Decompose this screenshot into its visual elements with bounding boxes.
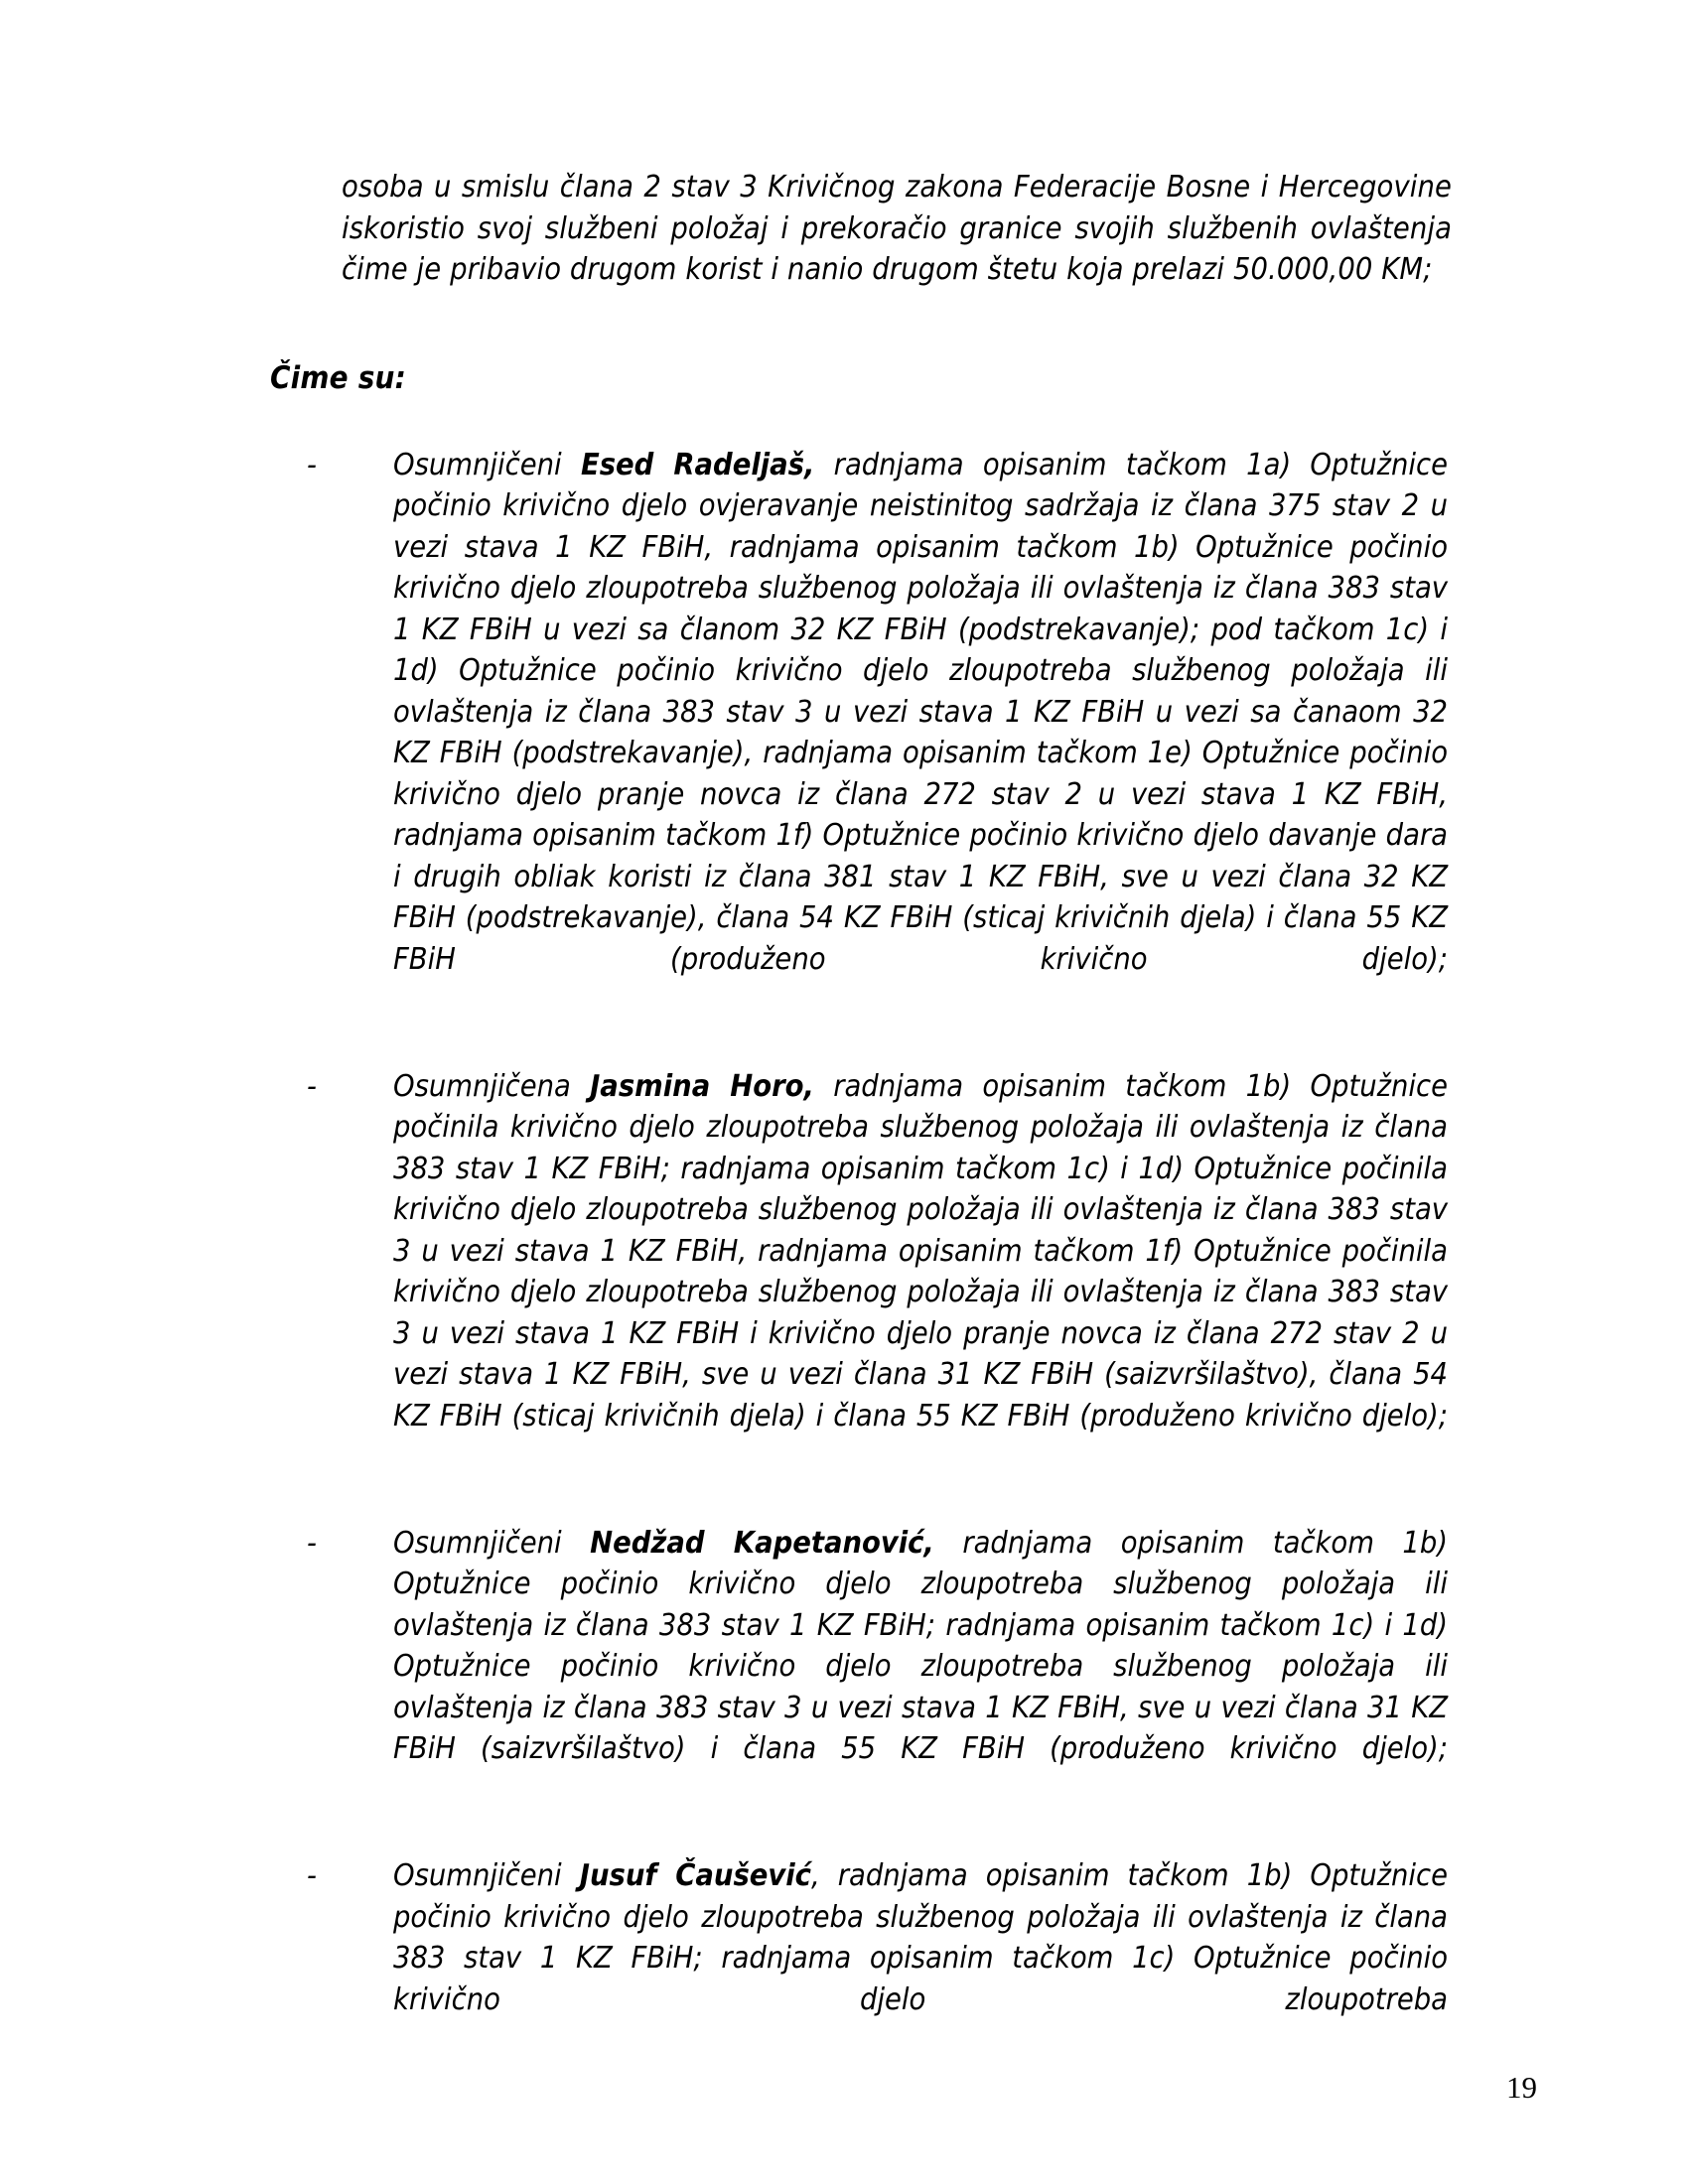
charge-body: radnjama opisanim tačkom 1b) Optužnice počinio krivično djelo zloupotreba službenog položaja ili ovlaštenja iz člana 383 stav 1 KZ FBiH; radnjama opisanim tačkom 1c) i 1d) Optužnice počinio krivično djelo zloupotreba službenog položaja ili ovlaštenja iz člana 383 stav 3 u vezi stava 1 KZ FBiH, sve u vezi člana 31 KZ FBiH (saizvršilaštvo) i člana 55 KZ FBiH (produženo krivično djelo); (393, 1525, 1448, 1766)
list-item (301, 1855, 1453, 2062)
list-item-text (393, 1855, 1448, 2062)
lead-paragraph: osoba u smislu člana 2 stav 3 Krivičnog zakona Federacije Bosne i Hercegovine iskoristio svoj službeni položaj i prekoračio granice svojih službenih ovlaštenja čime je pribavio drugom korist i nanio drugom štetu koja prelazi 50.000,00 KM; (342, 170, 1452, 287)
list-item-text (393, 1066, 1448, 1478)
section-heading: Čime su: (270, 359, 406, 396)
suspect-name: Jusuf Čaušević (579, 1858, 811, 1893)
charge-body: radnjama opisanim tačkom 1a) Optužnice počinio krivično djelo ovjeravanje neistinitog sadržaja iz člana 375 stav 2 u vezi stava 1 KZ FBiH, radnjama opisanim tačkom 1b) Optužnice počinio krivično djelo zloupotreba službenog položaja ili ovlaštenja iz člana 383 stav 1 KZ FBiH u vezi sa članom 32 KZ FBiH (podstrekavanje); pod tačkom 1c) i 1d) Optužnice počinio krivično djelo zloupotreba službenog položaja ili ovlaštenja iz člana 383 stav 3 u vezi stava 1 KZ FBiH u vezi sa čanaom 32 KZ FBiH (podstrekavanje), radnjama opisanim tačkom 1e) Optužnice počinio krivično djelo pranje novca iz člana 272 stav 2 u vezi stava 1 KZ FBiH, radnjama opisanim tačkom 1f) Optužnice počinio krivično djelo davanje dara i drugih obliak koristi iz člana 381 stav 1 KZ FBiH, sve u vezi člana 32 KZ FBiH (podstrekavanje), člana 54 KZ FBiH (sticaj krivičnih djela) i člana 55 KZ FBiH (produženo krivično djelo); (393, 447, 1448, 977)
suspect-name: Nedžad Kapetanović, (590, 1525, 934, 1561)
list-item-text (393, 1523, 1448, 1812)
bullet-marker: - (307, 1858, 317, 1893)
suspect-name: Esed Radeljaš, (580, 447, 815, 482)
suspect-prefix: Osumnjičeni (393, 1525, 591, 1561)
charge-body: radnjama opisanim tačkom 1b) Optužnice počinila krivično djelo zloupotreba službenog položaja ili ovlaštenja iz člana 383 stav 1 KZ FBiH; radnjama opisanim tačkom 1c) i 1d) Optužnice počinila krivično djelo zloupotreba službenog položaja ili ovlaštenja iz člana 383 stav 3 u vezi stava 1 KZ FBiH, radnjama opisanim tačkom 1f) Optužnice počinila krivično djelo zloupotreba službenog položaja ili ovlaštenja iz člana 383 stav 3 u vezi stava 1 KZ FBiH i krivično djelo pranje novca iz člana 272 stav 2 u vezi stava 1 KZ FBiH, sve u vezi člana 31 KZ FBiH (saizvršilaštvo), člana 54 KZ FBiH (sticaj krivičnih djela) i člana 55 KZ FBiH (produženo krivično djelo); (393, 1068, 1449, 1433)
charge-body: , radnjama opisanim tačkom 1b) Optužnice počinio krivično djelo zloupotreba službenog položaja ili ovlaštenja iz člana 383 stav 1 KZ FBiH; radnjama opisanim tačkom 1c) Optužnice počinio krivično djelo zloupotreba (393, 1858, 1448, 2017)
bullet-marker: - (307, 447, 317, 482)
list-item (301, 1523, 1453, 1812)
list-item (301, 445, 1453, 1022)
suspect-prefix: Osumnjičeni (393, 447, 581, 482)
suspect-prefix: Osumnjičena (393, 1068, 591, 1104)
bullet-marker: - (307, 1068, 317, 1104)
list-item-text (393, 445, 1448, 1022)
page-number: 19 (1506, 2070, 1537, 2105)
suspect-prefix: Osumnjičeni (393, 1858, 580, 1893)
charges-list (301, 445, 1453, 2062)
list-item (301, 1066, 1453, 1478)
page-content (246, 167, 1453, 2062)
suspect-name: Jasmina Horo, (590, 1068, 814, 1104)
bullet-marker: - (307, 1525, 317, 1561)
